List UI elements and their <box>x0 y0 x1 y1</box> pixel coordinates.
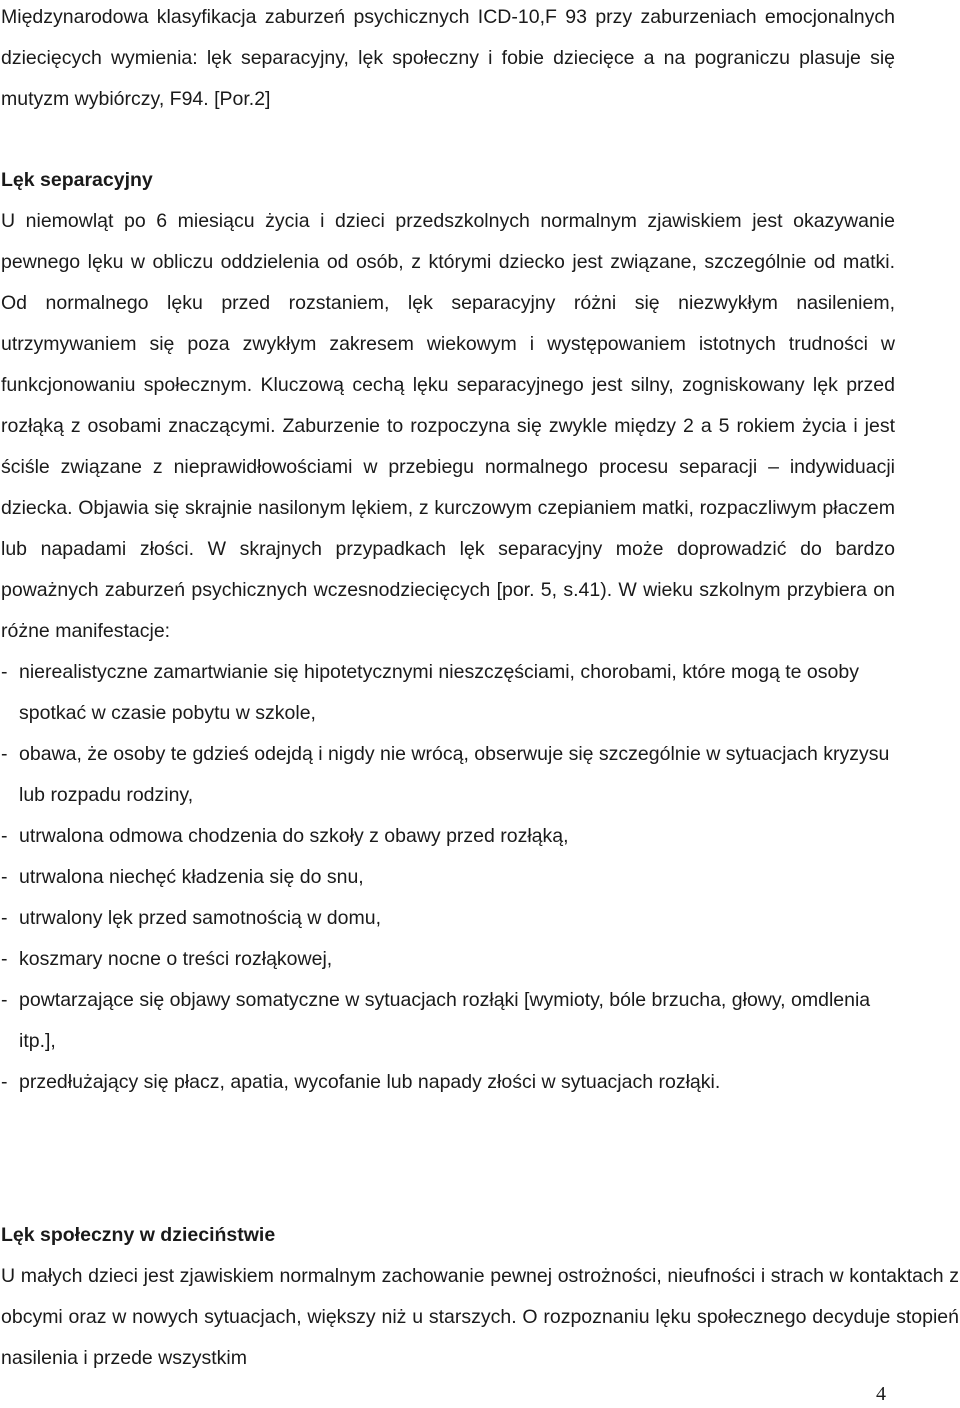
list-dash: - <box>1 743 8 765</box>
list-item: - przedłużający się płacz, apatia, wycofanie lub napady złości w sytuacjach rozłąki. <box>1 1062 895 1103</box>
list-dash: - <box>1 948 8 970</box>
social-anxiety-paragraph: U małych dzieci jest zjawiskiem normalnym zachowanie pewnej ostrożności, nieufności i strach w kontaktach z obcymi oraz w nowych sytuacjach, większy niż u starszych. O rozpoznaniu lęku społecznego decyduje stopień nasilenia i przede wszystkim <box>1 1265 959 1369</box>
list-item: - utrwalony lęk przed samotnością w domu, <box>1 898 895 939</box>
list-dash: - <box>1 907 8 929</box>
list-item: - obawa, że osoby te gdzieś odejdą i nigdy nie wrócą, obserwuje się szczególnie w sytuacjach kryzysu lub rozpadu rodziny, <box>1 734 895 816</box>
symptoms-list <box>1 652 895 1103</box>
list-item: - powtarzające się objawy somatyczne w sytuacjach rozłąki [wymioty, bóle brzucha, głowy, omdlenia itp.], <box>1 980 895 1062</box>
intro-paragraph: Międzynarodowa klasyfikacja zaburzeń psychicznych ICD-10,F 93 przy zaburzeniach emocjonalnych dziecięcych wymienia: lęk separacyjny, lęk społeczny i fobie dziecięce a na pograniczu plasuje się mutyzm wybiórczy, F94. [Por.2] <box>1 6 895 110</box>
list-item: - nierealistyczne zamartwianie się hipotetycznymi nieszczęściami, chorobami, które mogą te osoby spotkać w czasie pobytu w szkole, <box>1 652 895 734</box>
list-item: - utrwalona odmowa chodzenia do szkoły z obawy przed rozłąką, <box>1 816 895 857</box>
list-dash: - <box>1 1071 8 1093</box>
page-number: 4 <box>876 1383 886 1405</box>
list-item: - koszmary nocne o treści rozłąkowej, <box>1 939 895 980</box>
heading-social-anxiety: Lęk społeczny w dzieciństwie <box>1 1224 276 1246</box>
document-body-continued <box>1 1215 959 1379</box>
heading-separation-anxiety: Lęk separacyjny <box>1 169 153 191</box>
list-dash: - <box>1 661 8 683</box>
paragraph-gap <box>1 120 895 160</box>
list-dash: - <box>1 866 8 888</box>
document-body <box>1 0 895 1103</box>
list-dash: - <box>1 989 8 1011</box>
list-dash: - <box>1 825 8 847</box>
list-item: - utrwalona niechęć kładzenia się do snu, <box>1 857 895 898</box>
separation-anxiety-paragraph: U niemowląt po 6 miesiącu życia i dzieci przedszkolnych normalnym zjawiskiem jest okazywanie pewnego lęku w obliczu oddzielenia od osób, z którymi dziecko jest związane, szczególnie od matki. Od normalnego lęku przed rozstaniem, lęk separacyjny różni się niezwykłym nasileniem, utrzymywaniem się poza zwykłym zakresem wiekowym i występowaniem istotnych trudności w funkcjonowaniu społecznym. Kluczową cechą lęku separacyjnego jest silny, zogniskowany lęk przed rozłąką z osobami znaczącymi. Zaburzenie to rozpoczyna się zwykle między 2 a 5 rokiem życia i jest ściśle związane z nieprawidłowościami w przebiegu normalnego procesu separacji – indywiduacji dziecka. Objawia się skrajnie nasilonym lękiem, z kurczowym czepianiem matki, rozpaczliwym płaczem lub napadami złości. W skrajnych przypadkach lęk separacyjny może doprowadzić do bardzo poważnych zaburzeń psychicznych wczesnodziecięcych [por. 5, s.41). W wieku szkolnym przybiera on różne manifestacje: <box>1 210 895 642</box>
